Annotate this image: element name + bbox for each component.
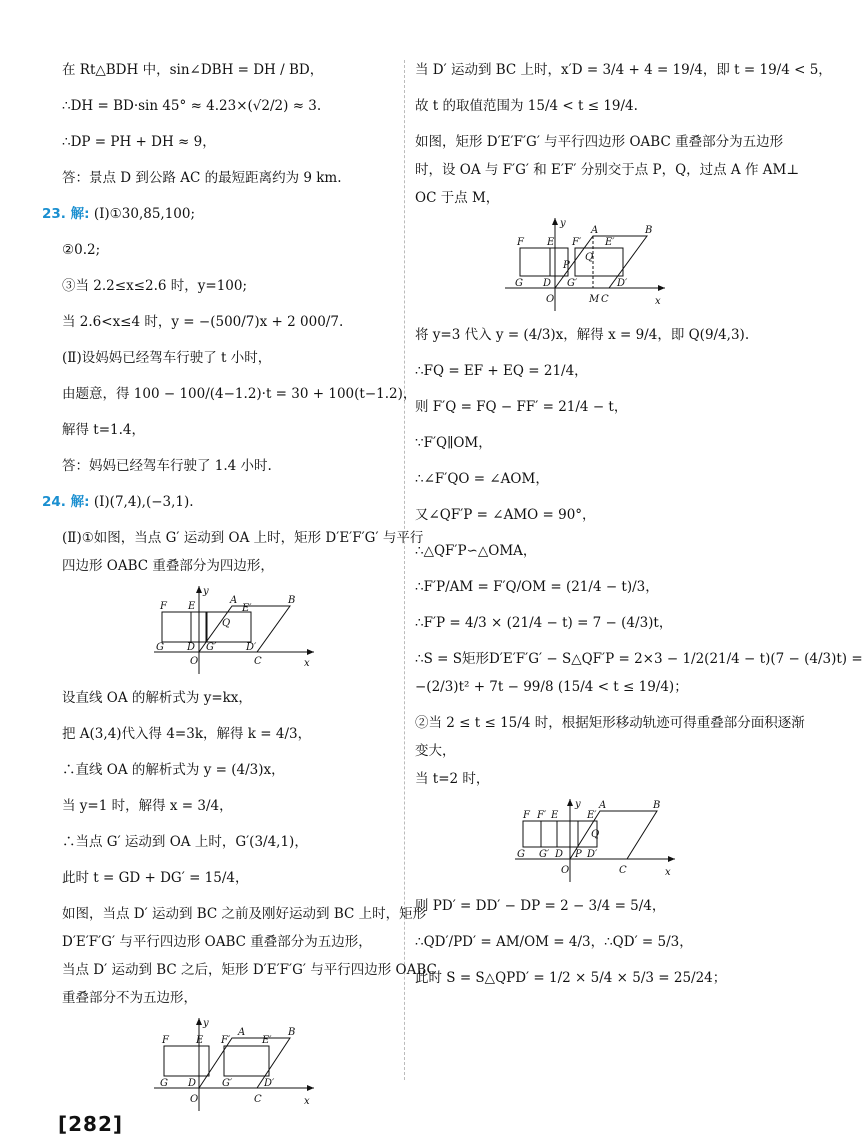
text-line: ∴DH = BD·sin 45° ≈ 4.23×(√2/2) ≈ 3.: [62, 98, 322, 114]
text-line: ∴F′P = 4/3 × (21/4 − t) = 7 − (4/3)t，: [415, 615, 673, 631]
text-line: −(2/3)t² + 7t − 99/8 (15/4 < t ≤ 19/4)；: [415, 679, 688, 695]
fig-label: P: [575, 849, 582, 860]
text-line: ∴S = S矩形D′E′F′G′ − S△QF′P = 2×3 − 1/2(21/4 − t)(7 − (4/3)t) =: [415, 651, 863, 667]
fig-label: C: [619, 865, 627, 876]
fig-label: E: [547, 237, 555, 248]
fig-label: A: [238, 1027, 246, 1038]
column-divider: [404, 60, 405, 1080]
fig-label: A: [591, 225, 599, 236]
fig-label: y: [203, 1018, 209, 1029]
text-line: ②0.2;: [62, 242, 101, 258]
fig-label: D′: [246, 642, 257, 653]
fig-label: D′: [264, 1078, 275, 1089]
text-line: ∵F′Q∥OM，: [415, 435, 492, 451]
text-line: ∴△QF′P∽△OMA，: [415, 543, 537, 559]
question-23: [42, 204, 397, 224]
fig-label: D: [187, 642, 196, 653]
text-line: 此时 S = S△QPD′ = 1/2 × 5/4 × 5/3 = 25/24；: [415, 970, 727, 986]
fig-label: G: [515, 278, 523, 289]
figure-2: [154, 1016, 397, 1111]
fig-label: G: [160, 1078, 168, 1089]
fig-label: G′: [222, 1078, 233, 1089]
fig-label: D: [188, 1078, 197, 1089]
text-line: ∴FQ = EF + EQ = 21/4，: [415, 363, 588, 379]
text-line: 此时 t = GD + DG′ = 15/4，: [62, 870, 249, 886]
fig-label: D′: [617, 278, 628, 289]
fig-label: O: [190, 656, 199, 667]
text-line: ∴F′P/AM = F′Q/OM = (21/4 − t)/3，: [415, 579, 659, 595]
fig-label: y: [575, 799, 581, 810]
text-line: 当 D′ 运动到 BC 上时，x′D = 3/4 + 4 = 19/4，即 t = 19/4 < 5，: [415, 62, 832, 78]
fig-label: x: [665, 867, 671, 878]
fig-label: x: [304, 1096, 310, 1107]
fig-label: E′: [587, 810, 597, 821]
text-line: 由题意，得 100 − 100/(4−1.2)·t = 30 + 100(t−1.2)，: [62, 386, 417, 402]
fig-label: F: [160, 601, 167, 612]
page-number: [282]: [58, 1112, 124, 1136]
fig-label: Q: [591, 829, 600, 840]
fig-label: A: [230, 595, 238, 606]
question-number: 23. 解:: [42, 206, 90, 222]
fig-label: B: [645, 225, 653, 236]
fig-label: Q: [585, 252, 594, 263]
fig-label: G′: [567, 278, 578, 289]
fig-label: F′: [221, 1035, 231, 1046]
text-line: 四边形 OABC 重叠部分为四边形，: [62, 558, 274, 574]
fig-label: O: [190, 1094, 199, 1105]
fig-label: F′: [537, 810, 547, 821]
fig-label: E: [196, 1035, 204, 1046]
text-line: ②当 2 ≤ t ≤ 15/4 时，根据矩形移动轨迹可得重叠部分面积逐渐: [415, 715, 805, 731]
text-line: ∴QD′/PD′ = AM/OM = 4/3，∴QD′ = 5/3，: [415, 934, 693, 950]
text-line: 当 y=1 时，解得 x = 3/4，: [62, 798, 233, 814]
text-line: 如图，矩形 D′E′F′G′ 与平行四边形 OABC 重叠部分为五边形: [415, 134, 784, 150]
fig-label: F: [517, 237, 524, 248]
text-line: 时，设 OA 与 F′G′ 和 E′F′ 分别交于点 P，Q，过点 A 作 AM⊥: [415, 162, 800, 178]
text-line: 把 A(3,4)代入得 4=3k，解得 k = 4/3，: [62, 726, 312, 742]
fig-label: E′: [605, 237, 615, 248]
fig-label: A: [599, 800, 607, 811]
fig-label: E: [188, 601, 196, 612]
text-line: 设直线 OA 的解析式为 y=kx，: [62, 690, 252, 706]
fig-label: E: [551, 810, 559, 821]
fig-label: F: [162, 1035, 169, 1046]
right-column: [415, 60, 863, 1004]
text-line: D′E′F′G′ 与平行四边形 OABC 重叠部分为五边形，: [62, 934, 372, 950]
figure-1: [154, 584, 397, 674]
fig-label: G′: [206, 642, 217, 653]
text-line: (Ⅰ)(7,4),(−3,1).: [93, 494, 194, 510]
text-line: 解得 t=1.4，: [62, 422, 145, 438]
fig-label: E′: [262, 1035, 272, 1046]
fig-label: G′: [539, 849, 550, 860]
fig-label: B: [288, 1027, 296, 1038]
text-line: ③当 2.2≤x≤2.6 时，y=100;: [62, 278, 248, 294]
text-line: 重叠部分不为五边形，: [62, 990, 197, 1006]
fig-label: y: [560, 218, 566, 229]
text-line: 故 t 的取值范围为 15/4 < t ≤ 19/4.: [415, 98, 638, 114]
question-number: 24. 解:: [42, 494, 90, 510]
fig-label: B: [653, 800, 661, 811]
text-line: (Ⅰ)①30,85,100;: [93, 206, 196, 222]
text-line: 当 t=2 时，: [415, 771, 490, 787]
fig-label: F: [523, 810, 530, 821]
text-line: OC 于点 M，: [415, 190, 500, 206]
text-line: 将 y=3 代入 y = (4/3)x，解得 x = 9/4，即 Q(9/4,3).: [415, 327, 750, 343]
fig-label: D′: [587, 849, 598, 860]
fig-label: O: [546, 294, 555, 305]
fig-label: x: [655, 296, 661, 307]
text-line: 如图，当点 D′ 运动到 BC 之前及刚好运动到 BC 上时，矩形: [62, 906, 427, 922]
text-line: 则 PD′ = DD′ − DP = 2 − 3/4 = 5/4，: [415, 898, 666, 914]
text-line: 变大，: [415, 743, 456, 759]
text-line: ∴当点 G′ 运动到 OA 上时，G′(3/4,1)，: [62, 834, 308, 850]
text-line: 当点 D′ 运动到 BC 之后，矩形 D′E′F′G′ 与平行四边形 OABC: [62, 962, 437, 978]
page-number-value: 282: [68, 1112, 113, 1136]
fig-label: G: [517, 849, 525, 860]
text-line: ∴直线 OA 的解析式为 y = (4/3)x，: [62, 762, 285, 778]
text-line: 又∠QF′P = ∠AMO = 90°，: [415, 507, 596, 523]
text-line: ∴DP = PH + DH ≈ 9，: [62, 134, 216, 150]
text-line: 则 F′Q = FQ − FF′ = 21/4 − t，: [415, 399, 628, 415]
fig-label: D: [555, 849, 564, 860]
fig-label: G: [156, 642, 164, 653]
fig-label: x: [304, 658, 310, 669]
question-24: [42, 492, 397, 512]
fig-label: F′: [572, 237, 582, 248]
text-line: 在 Rt△BDH 中，sin∠DBH = DH / BD，: [62, 62, 324, 78]
text-line: 答：妈妈已经驾车行驶了 1.4 小时.: [62, 458, 272, 474]
text-line: (Ⅱ)①如图，当点 G′ 运动到 OA 上时，矩形 D′E′F′G′ 与平行: [62, 530, 424, 546]
fig-label: E′: [242, 603, 252, 614]
fig-label: B: [288, 595, 296, 606]
fig-label: P: [563, 260, 570, 271]
fig-label: y: [203, 586, 209, 597]
text-line: ∴∠F′QO = ∠AOM，: [415, 471, 549, 487]
text-line: 当 2.6<x≤4 时，y = −(500/7)x + 2 000/7.: [62, 314, 344, 330]
fig-label: C: [254, 656, 262, 667]
fig-label: C: [601, 294, 609, 305]
fig-label: D: [543, 278, 552, 289]
fig-label: C: [254, 1094, 262, 1105]
fig-label: M: [589, 294, 600, 305]
text-line: 答：景点 D 到公路 AC 的最短距离约为 9 km.: [62, 170, 342, 186]
figure-4: [515, 797, 760, 882]
fig-label: O: [561, 865, 570, 876]
figure-3: [505, 216, 760, 311]
fig-label: Q: [222, 618, 231, 629]
text-line: (Ⅱ)设妈妈已经驾车行驶了 t 小时，: [62, 350, 272, 366]
